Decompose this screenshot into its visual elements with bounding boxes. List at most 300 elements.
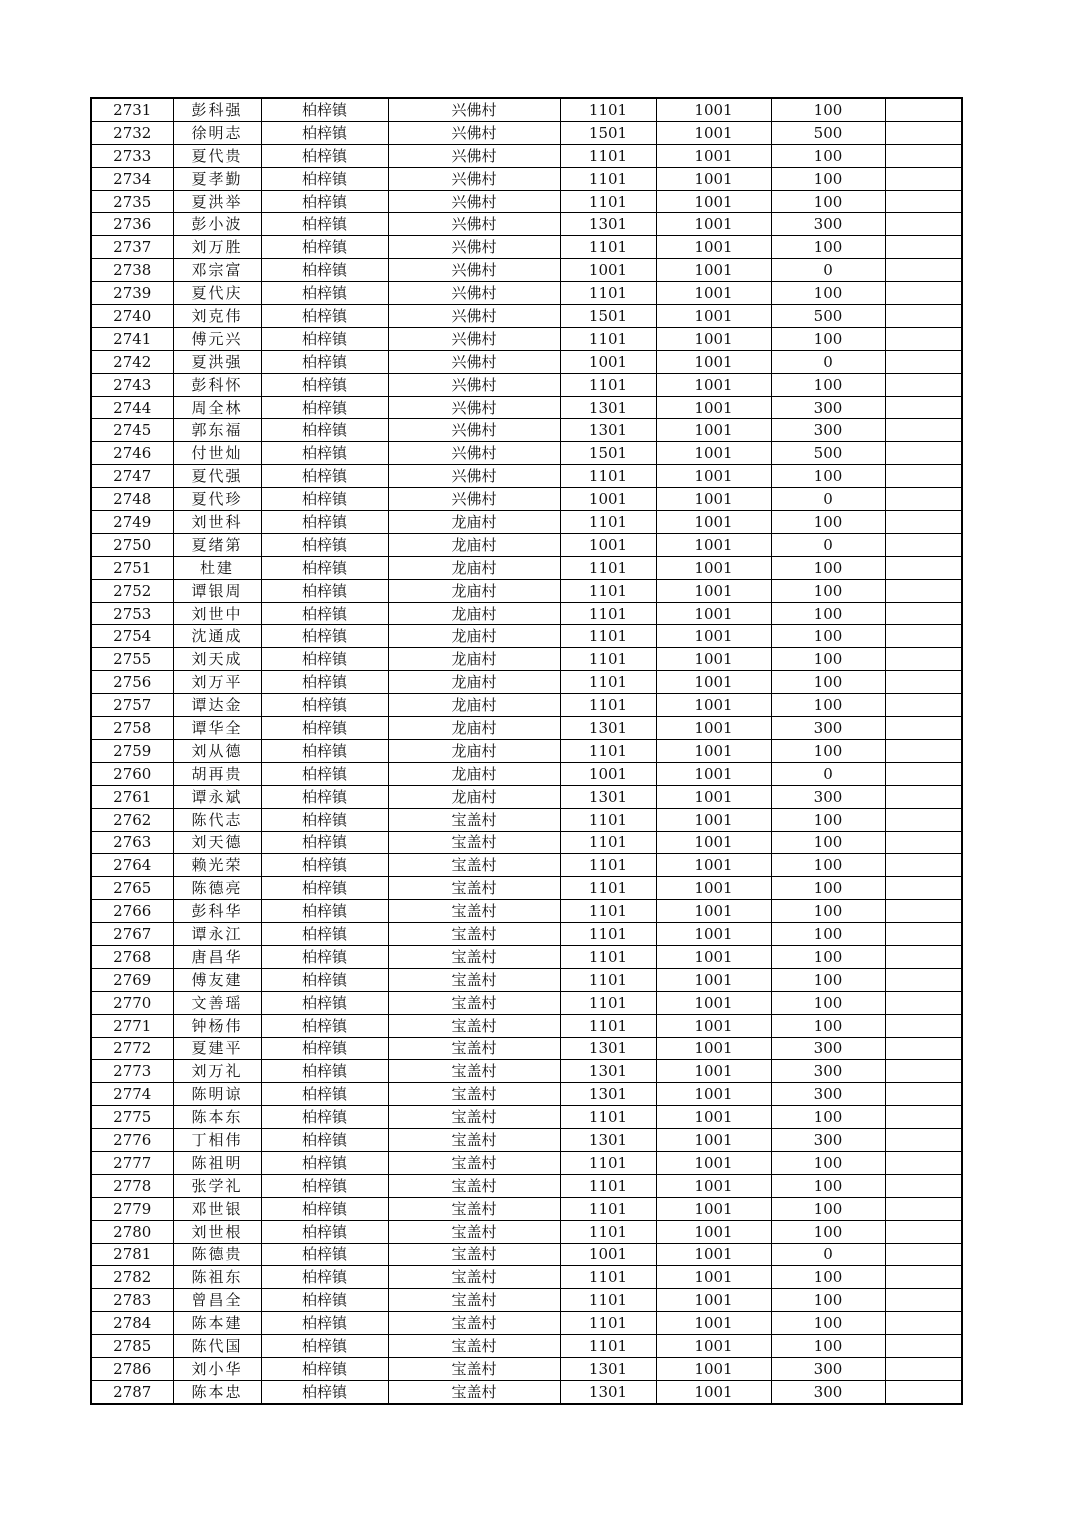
code-value: 1501 bbox=[560, 442, 656, 465]
village-name: 宝盖村 bbox=[388, 1380, 560, 1403]
row-number: 2745 bbox=[91, 419, 173, 442]
base-value: 1001 bbox=[656, 808, 771, 831]
row-number: 2778 bbox=[91, 1174, 173, 1197]
town-name: 柏梓镇 bbox=[261, 1083, 388, 1106]
base-value: 1001 bbox=[656, 488, 771, 511]
row-number: 2757 bbox=[91, 694, 173, 717]
person-name: 刘万平 bbox=[173, 671, 261, 694]
row-number: 2772 bbox=[91, 1037, 173, 1060]
amount-value: 100 bbox=[771, 579, 885, 602]
row-number: 2750 bbox=[91, 533, 173, 556]
village-name: 宝盖村 bbox=[388, 1083, 560, 1106]
base-value: 1001 bbox=[656, 831, 771, 854]
amount-value: 100 bbox=[771, 1266, 885, 1289]
code-value: 1101 bbox=[560, 579, 656, 602]
code-value: 1501 bbox=[560, 305, 656, 328]
person-name: 赖光荣 bbox=[173, 854, 261, 877]
amount-value: 0 bbox=[771, 762, 885, 785]
village-name: 兴佛村 bbox=[388, 144, 560, 167]
person-name: 陈祖东 bbox=[173, 1266, 261, 1289]
amount-value: 100 bbox=[771, 854, 885, 877]
base-value: 1001 bbox=[656, 1106, 771, 1129]
base-value: 1001 bbox=[656, 900, 771, 923]
note-cell bbox=[885, 854, 962, 877]
base-value: 1001 bbox=[656, 968, 771, 991]
note-cell bbox=[885, 190, 962, 213]
village-name: 宝盖村 bbox=[388, 1220, 560, 1243]
code-value: 1001 bbox=[560, 350, 656, 373]
town-name: 柏梓镇 bbox=[261, 1380, 388, 1403]
row-number: 2754 bbox=[91, 625, 173, 648]
base-value: 1001 bbox=[656, 1083, 771, 1106]
base-value: 1001 bbox=[656, 305, 771, 328]
person-name: 谭银周 bbox=[173, 579, 261, 602]
code-value: 1101 bbox=[560, 923, 656, 946]
amount-value: 100 bbox=[771, 991, 885, 1014]
row-number: 2784 bbox=[91, 1312, 173, 1335]
town-name: 柏梓镇 bbox=[261, 900, 388, 923]
amount-value: 100 bbox=[771, 1220, 885, 1243]
village-name: 兴佛村 bbox=[388, 373, 560, 396]
row-number: 2742 bbox=[91, 350, 173, 373]
row-number: 2749 bbox=[91, 511, 173, 534]
person-name: 陈德贵 bbox=[173, 1243, 261, 1266]
row-number: 2751 bbox=[91, 556, 173, 579]
table-row bbox=[91, 1380, 962, 1403]
code-value: 1101 bbox=[560, 671, 656, 694]
town-name: 柏梓镇 bbox=[261, 579, 388, 602]
table-row bbox=[91, 1060, 962, 1083]
town-name: 柏梓镇 bbox=[261, 1014, 388, 1037]
note-cell bbox=[885, 968, 962, 991]
table-row bbox=[91, 556, 962, 579]
table-row bbox=[91, 923, 962, 946]
person-name: 刘万礼 bbox=[173, 1060, 261, 1083]
person-name: 刘世根 bbox=[173, 1220, 261, 1243]
table-row bbox=[91, 625, 962, 648]
amount-value: 100 bbox=[771, 1014, 885, 1037]
note-cell bbox=[885, 465, 962, 488]
person-name: 付世灿 bbox=[173, 442, 261, 465]
row-number: 2771 bbox=[91, 1014, 173, 1037]
amount-value: 100 bbox=[771, 1106, 885, 1129]
code-value: 1101 bbox=[560, 1220, 656, 1243]
town-name: 柏梓镇 bbox=[261, 236, 388, 259]
town-name: 柏梓镇 bbox=[261, 1357, 388, 1380]
village-name: 兴佛村 bbox=[388, 282, 560, 305]
amount-value: 500 bbox=[771, 442, 885, 465]
code-value: 1101 bbox=[560, 556, 656, 579]
amount-value: 100 bbox=[771, 671, 885, 694]
base-value: 1001 bbox=[656, 648, 771, 671]
village-name: 兴佛村 bbox=[388, 396, 560, 419]
amount-value: 100 bbox=[771, 556, 885, 579]
code-value: 1001 bbox=[560, 762, 656, 785]
person-name: 夏绪第 bbox=[173, 533, 261, 556]
table-row bbox=[91, 877, 962, 900]
amount-value: 300 bbox=[771, 213, 885, 236]
amount-value: 500 bbox=[771, 305, 885, 328]
village-name: 龙庙村 bbox=[388, 648, 560, 671]
base-value: 1001 bbox=[656, 190, 771, 213]
row-number: 2773 bbox=[91, 1060, 173, 1083]
base-value: 1001 bbox=[656, 1129, 771, 1152]
town-name: 柏梓镇 bbox=[261, 511, 388, 534]
village-name: 宝盖村 bbox=[388, 1106, 560, 1129]
note-cell bbox=[885, 762, 962, 785]
code-value: 1101 bbox=[560, 327, 656, 350]
person-name: 邓宗富 bbox=[173, 259, 261, 282]
base-value: 1001 bbox=[656, 144, 771, 167]
amount-value: 100 bbox=[771, 511, 885, 534]
village-name: 宝盖村 bbox=[388, 854, 560, 877]
person-name: 彭科强 bbox=[173, 98, 261, 121]
village-name: 宝盖村 bbox=[388, 968, 560, 991]
village-name: 兴佛村 bbox=[388, 465, 560, 488]
base-value: 1001 bbox=[656, 785, 771, 808]
amount-value: 100 bbox=[771, 1289, 885, 1312]
base-value: 1001 bbox=[656, 1197, 771, 1220]
note-cell bbox=[885, 327, 962, 350]
row-number: 2776 bbox=[91, 1129, 173, 1152]
note-cell bbox=[885, 877, 962, 900]
table-row bbox=[91, 1312, 962, 1335]
amount-value: 500 bbox=[771, 121, 885, 144]
town-name: 柏梓镇 bbox=[261, 854, 388, 877]
town-name: 柏梓镇 bbox=[261, 305, 388, 328]
village-name: 龙庙村 bbox=[388, 739, 560, 762]
code-value: 1101 bbox=[560, 282, 656, 305]
row-number: 2766 bbox=[91, 900, 173, 923]
note-cell bbox=[885, 1014, 962, 1037]
town-name: 柏梓镇 bbox=[261, 1151, 388, 1174]
person-name: 夏代贵 bbox=[173, 144, 261, 167]
row-number: 2744 bbox=[91, 396, 173, 419]
code-value: 1301 bbox=[560, 785, 656, 808]
person-name: 陈本建 bbox=[173, 1312, 261, 1335]
village-name: 宝盖村 bbox=[388, 1174, 560, 1197]
village-name: 宝盖村 bbox=[388, 1037, 560, 1060]
town-name: 柏梓镇 bbox=[261, 694, 388, 717]
town-name: 柏梓镇 bbox=[261, 808, 388, 831]
row-number: 2732 bbox=[91, 121, 173, 144]
base-value: 1001 bbox=[656, 442, 771, 465]
note-cell bbox=[885, 694, 962, 717]
town-name: 柏梓镇 bbox=[261, 923, 388, 946]
note-cell bbox=[885, 717, 962, 740]
code-value: 1101 bbox=[560, 1014, 656, 1037]
town-name: 柏梓镇 bbox=[261, 350, 388, 373]
row-number: 2764 bbox=[91, 854, 173, 877]
base-value: 1001 bbox=[656, 282, 771, 305]
note-cell bbox=[885, 533, 962, 556]
village-name: 龙庙村 bbox=[388, 579, 560, 602]
base-value: 1001 bbox=[656, 1312, 771, 1335]
table-row bbox=[91, 1289, 962, 1312]
person-name: 夏建平 bbox=[173, 1037, 261, 1060]
town-name: 柏梓镇 bbox=[261, 831, 388, 854]
village-name: 宝盖村 bbox=[388, 945, 560, 968]
code-value: 1301 bbox=[560, 1380, 656, 1403]
table-row bbox=[91, 831, 962, 854]
row-number: 2731 bbox=[91, 98, 173, 121]
village-name: 兴佛村 bbox=[388, 190, 560, 213]
base-value: 1001 bbox=[656, 694, 771, 717]
note-cell bbox=[885, 1037, 962, 1060]
amount-value: 100 bbox=[771, 1335, 885, 1358]
row-number: 2779 bbox=[91, 1197, 173, 1220]
amount-value: 100 bbox=[771, 282, 885, 305]
note-cell bbox=[885, 98, 962, 121]
table-row bbox=[91, 213, 962, 236]
base-value: 1001 bbox=[656, 327, 771, 350]
row-number: 2736 bbox=[91, 213, 173, 236]
code-value: 1101 bbox=[560, 968, 656, 991]
person-name: 刘世科 bbox=[173, 511, 261, 534]
base-value: 1001 bbox=[656, 259, 771, 282]
row-number: 2768 bbox=[91, 945, 173, 968]
row-number: 2740 bbox=[91, 305, 173, 328]
person-name: 陈本东 bbox=[173, 1106, 261, 1129]
village-name: 宝盖村 bbox=[388, 991, 560, 1014]
table-row bbox=[91, 602, 962, 625]
amount-value: 100 bbox=[771, 923, 885, 946]
row-number: 2785 bbox=[91, 1335, 173, 1358]
town-name: 柏梓镇 bbox=[261, 968, 388, 991]
town-name: 柏梓镇 bbox=[261, 1266, 388, 1289]
note-cell bbox=[885, 556, 962, 579]
village-name: 兴佛村 bbox=[388, 442, 560, 465]
person-name: 刘世中 bbox=[173, 602, 261, 625]
note-cell bbox=[885, 1129, 962, 1152]
town-name: 柏梓镇 bbox=[261, 98, 388, 121]
note-cell bbox=[885, 167, 962, 190]
code-value: 1301 bbox=[560, 396, 656, 419]
village-name: 兴佛村 bbox=[388, 121, 560, 144]
amount-value: 100 bbox=[771, 625, 885, 648]
code-value: 1101 bbox=[560, 1151, 656, 1174]
amount-value: 300 bbox=[771, 396, 885, 419]
note-cell bbox=[885, 1335, 962, 1358]
code-value: 1101 bbox=[560, 1289, 656, 1312]
person-name: 曾昌全 bbox=[173, 1289, 261, 1312]
person-name: 文善瑶 bbox=[173, 991, 261, 1014]
code-value: 1101 bbox=[560, 167, 656, 190]
town-name: 柏梓镇 bbox=[261, 1289, 388, 1312]
note-cell bbox=[885, 1357, 962, 1380]
town-name: 柏梓镇 bbox=[261, 373, 388, 396]
row-number: 2733 bbox=[91, 144, 173, 167]
note-cell bbox=[885, 396, 962, 419]
note-cell bbox=[885, 923, 962, 946]
row-number: 2759 bbox=[91, 739, 173, 762]
table-row bbox=[91, 1129, 962, 1152]
base-value: 1001 bbox=[656, 465, 771, 488]
code-value: 1301 bbox=[560, 1083, 656, 1106]
table-row bbox=[91, 465, 962, 488]
note-cell bbox=[885, 1243, 962, 1266]
row-number: 2765 bbox=[91, 877, 173, 900]
note-cell bbox=[885, 236, 962, 259]
amount-value: 0 bbox=[771, 1243, 885, 1266]
code-value: 1001 bbox=[560, 533, 656, 556]
town-name: 柏梓镇 bbox=[261, 533, 388, 556]
table-row bbox=[91, 854, 962, 877]
person-name: 彭科怀 bbox=[173, 373, 261, 396]
note-cell bbox=[885, 1083, 962, 1106]
town-name: 柏梓镇 bbox=[261, 419, 388, 442]
person-name: 钟杨伟 bbox=[173, 1014, 261, 1037]
code-value: 1101 bbox=[560, 1174, 656, 1197]
village-name: 宝盖村 bbox=[388, 1197, 560, 1220]
town-name: 柏梓镇 bbox=[261, 1243, 388, 1266]
town-name: 柏梓镇 bbox=[261, 648, 388, 671]
table-row bbox=[91, 1037, 962, 1060]
base-value: 1001 bbox=[656, 213, 771, 236]
village-name: 宝盖村 bbox=[388, 1129, 560, 1152]
row-number: 2741 bbox=[91, 327, 173, 350]
code-value: 1101 bbox=[560, 1266, 656, 1289]
town-name: 柏梓镇 bbox=[261, 1106, 388, 1129]
village-name: 龙庙村 bbox=[388, 602, 560, 625]
amount-value: 300 bbox=[771, 1083, 885, 1106]
base-value: 1001 bbox=[656, 1060, 771, 1083]
base-value: 1001 bbox=[656, 511, 771, 534]
town-name: 柏梓镇 bbox=[261, 1197, 388, 1220]
code-value: 1101 bbox=[560, 945, 656, 968]
amount-value: 100 bbox=[771, 831, 885, 854]
code-value: 1101 bbox=[560, 1106, 656, 1129]
code-value: 1301 bbox=[560, 419, 656, 442]
village-name: 宝盖村 bbox=[388, 1312, 560, 1335]
code-value: 1101 bbox=[560, 739, 656, 762]
town-name: 柏梓镇 bbox=[261, 739, 388, 762]
amount-value: 100 bbox=[771, 373, 885, 396]
amount-value: 100 bbox=[771, 808, 885, 831]
table-row bbox=[91, 1174, 962, 1197]
village-name: 兴佛村 bbox=[388, 98, 560, 121]
person-name: 夏代珍 bbox=[173, 488, 261, 511]
base-value: 1001 bbox=[656, 854, 771, 877]
base-value: 1001 bbox=[656, 739, 771, 762]
amount-value: 0 bbox=[771, 259, 885, 282]
base-value: 1001 bbox=[656, 1266, 771, 1289]
table-row bbox=[91, 419, 962, 442]
town-name: 柏梓镇 bbox=[261, 327, 388, 350]
ledger-table bbox=[90, 97, 963, 1405]
base-value: 1001 bbox=[656, 991, 771, 1014]
amount-value: 100 bbox=[771, 236, 885, 259]
table-row bbox=[91, 900, 962, 923]
code-value: 1101 bbox=[560, 511, 656, 534]
code-value: 1101 bbox=[560, 373, 656, 396]
town-name: 柏梓镇 bbox=[261, 121, 388, 144]
note-cell bbox=[885, 1106, 962, 1129]
village-name: 宝盖村 bbox=[388, 877, 560, 900]
code-value: 1101 bbox=[560, 602, 656, 625]
row-number: 2748 bbox=[91, 488, 173, 511]
table-row bbox=[91, 511, 962, 534]
amount-value: 300 bbox=[771, 1380, 885, 1403]
code-value: 1101 bbox=[560, 465, 656, 488]
row-number: 2756 bbox=[91, 671, 173, 694]
code-value: 1101 bbox=[560, 877, 656, 900]
town-name: 柏梓镇 bbox=[261, 396, 388, 419]
table-row bbox=[91, 694, 962, 717]
note-cell bbox=[885, 1060, 962, 1083]
amount-value: 100 bbox=[771, 465, 885, 488]
base-value: 1001 bbox=[656, 98, 771, 121]
base-value: 1001 bbox=[656, 350, 771, 373]
base-value: 1001 bbox=[656, 121, 771, 144]
person-name: 刘天成 bbox=[173, 648, 261, 671]
village-name: 宝盖村 bbox=[388, 808, 560, 831]
row-number: 2761 bbox=[91, 785, 173, 808]
person-name: 丁相伟 bbox=[173, 1129, 261, 1152]
person-name: 夏代强 bbox=[173, 465, 261, 488]
person-name: 周全林 bbox=[173, 396, 261, 419]
row-number: 2782 bbox=[91, 1266, 173, 1289]
base-value: 1001 bbox=[656, 1243, 771, 1266]
person-name: 张学礼 bbox=[173, 1174, 261, 1197]
base-value: 1001 bbox=[656, 167, 771, 190]
note-cell bbox=[885, 442, 962, 465]
person-name: 刘天德 bbox=[173, 831, 261, 854]
village-name: 宝盖村 bbox=[388, 923, 560, 946]
row-number: 2787 bbox=[91, 1380, 173, 1403]
table-row bbox=[91, 144, 962, 167]
amount-value: 100 bbox=[771, 1197, 885, 1220]
base-value: 1001 bbox=[656, 1014, 771, 1037]
town-name: 柏梓镇 bbox=[261, 991, 388, 1014]
base-value: 1001 bbox=[656, 1380, 771, 1403]
village-name: 宝盖村 bbox=[388, 1266, 560, 1289]
row-number: 2775 bbox=[91, 1106, 173, 1129]
note-cell bbox=[885, 831, 962, 854]
note-cell bbox=[885, 900, 962, 923]
person-name: 谭达金 bbox=[173, 694, 261, 717]
village-name: 宝盖村 bbox=[388, 1243, 560, 1266]
table-row bbox=[91, 1197, 962, 1220]
table-row bbox=[91, 1243, 962, 1266]
village-name: 宝盖村 bbox=[388, 1060, 560, 1083]
code-value: 1301 bbox=[560, 1037, 656, 1060]
person-name: 陈祖明 bbox=[173, 1151, 261, 1174]
table-row bbox=[91, 236, 962, 259]
note-cell bbox=[885, 1220, 962, 1243]
person-name: 陈明谅 bbox=[173, 1083, 261, 1106]
table-row bbox=[91, 1106, 962, 1129]
note-cell bbox=[885, 808, 962, 831]
village-name: 兴佛村 bbox=[388, 167, 560, 190]
row-number: 2737 bbox=[91, 236, 173, 259]
base-value: 1001 bbox=[656, 877, 771, 900]
person-name: 刘万胜 bbox=[173, 236, 261, 259]
town-name: 柏梓镇 bbox=[261, 556, 388, 579]
base-value: 1001 bbox=[656, 1335, 771, 1358]
village-name: 兴佛村 bbox=[388, 350, 560, 373]
table-row bbox=[91, 1266, 962, 1289]
person-name: 谭永斌 bbox=[173, 785, 261, 808]
village-name: 龙庙村 bbox=[388, 717, 560, 740]
amount-value: 100 bbox=[771, 190, 885, 213]
note-cell bbox=[885, 739, 962, 762]
table-row bbox=[91, 1083, 962, 1106]
base-value: 1001 bbox=[656, 1357, 771, 1380]
person-name: 夏洪举 bbox=[173, 190, 261, 213]
town-name: 柏梓镇 bbox=[261, 717, 388, 740]
row-number: 2777 bbox=[91, 1151, 173, 1174]
